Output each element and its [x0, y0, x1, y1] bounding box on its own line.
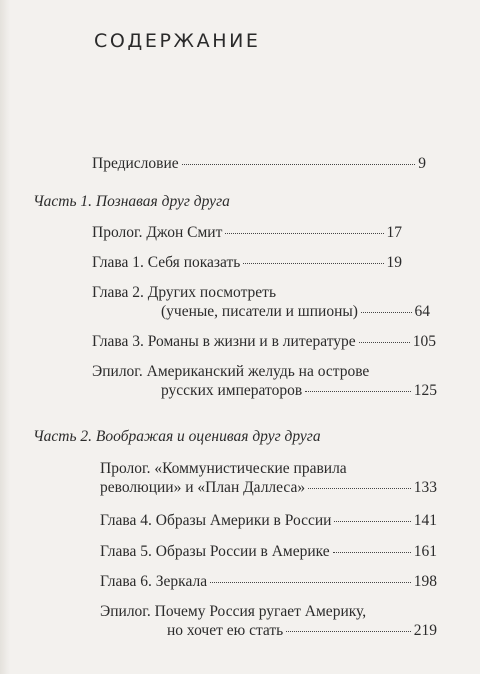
toc-page-number: 64 [414, 303, 430, 320]
toc-entry [161, 303, 430, 321]
toc-page-number: 161 [413, 543, 437, 560]
toc-entry [100, 543, 437, 561]
toc-entry [92, 254, 402, 272]
toc-entry-label: Эпилог. Американский желудь на острове [92, 363, 370, 380]
dot-leader [333, 552, 411, 553]
toc-page-number: 219 [413, 622, 437, 639]
toc-entry-label-continued: (ученые, писатели и шпионы) [161, 303, 358, 320]
toc-page-number: 141 [413, 512, 437, 529]
dot-leader [182, 164, 416, 165]
toc-entry-label: Пролог. «Коммунистические правила [100, 460, 347, 477]
toc-page-number: 105 [412, 333, 436, 350]
toc-entry-label: Глава 5. Образы России в Америке [100, 543, 330, 560]
toc-entry-label: Глава 4. Образы Америки в России [100, 512, 332, 529]
toc-entry-preface [92, 155, 426, 173]
part-1-heading: Часть 1. Познавая друг друга [33, 193, 230, 210]
toc-entry [100, 512, 437, 530]
toc-entry [100, 573, 437, 591]
dot-leader [305, 391, 411, 392]
toc-entry-label: Предисловие [92, 155, 179, 172]
toc-page-number: 125 [413, 382, 437, 399]
page-edge [0, 0, 10, 674]
toc-entry-label: Глава 6. Зеркала [100, 573, 208, 590]
toc-entry [92, 333, 436, 351]
part-2-heading: Часть 2. Воображая и оценивая друг друга [33, 428, 321, 445]
dot-leader [334, 521, 410, 522]
toc-entry [167, 622, 437, 640]
toc-entry-label: Глава 1. Себя показать [92, 254, 241, 271]
dot-leader [308, 488, 411, 489]
dot-leader [361, 312, 412, 313]
toc-entry [92, 224, 402, 242]
toc-page-number: 133 [413, 479, 437, 496]
toc-page-number: 198 [413, 573, 437, 590]
toc-entry-label: Пролог. Джон Смит [92, 224, 223, 241]
dot-leader [210, 582, 411, 583]
dot-leader [243, 263, 383, 264]
toc-page-number: 9 [418, 155, 426, 172]
toc-entry-label: Эпилог. Почему Россия ругает Америку, [100, 603, 367, 620]
toc-entry-label: Глава 2. Других посмотреть [92, 284, 277, 301]
toc-entry [161, 382, 437, 400]
toc-entry-label-continued: революции» и «План Даллеса» [100, 479, 306, 496]
dot-leader [225, 233, 383, 234]
toc-entry [100, 479, 437, 497]
toc-page-number: 19 [386, 254, 402, 271]
toc-entry-label-continued: но хочет ею стать [167, 622, 284, 639]
dot-leader [359, 342, 410, 343]
dot-leader [286, 631, 411, 632]
page-title: СОДЕРЖАНИЕ [94, 30, 261, 52]
toc-page-number: 17 [386, 224, 402, 241]
toc-entry-label: Глава 3. Романы в жизни и в литературе [92, 333, 356, 350]
toc-entry-label-continued: русских императоров [161, 382, 303, 399]
